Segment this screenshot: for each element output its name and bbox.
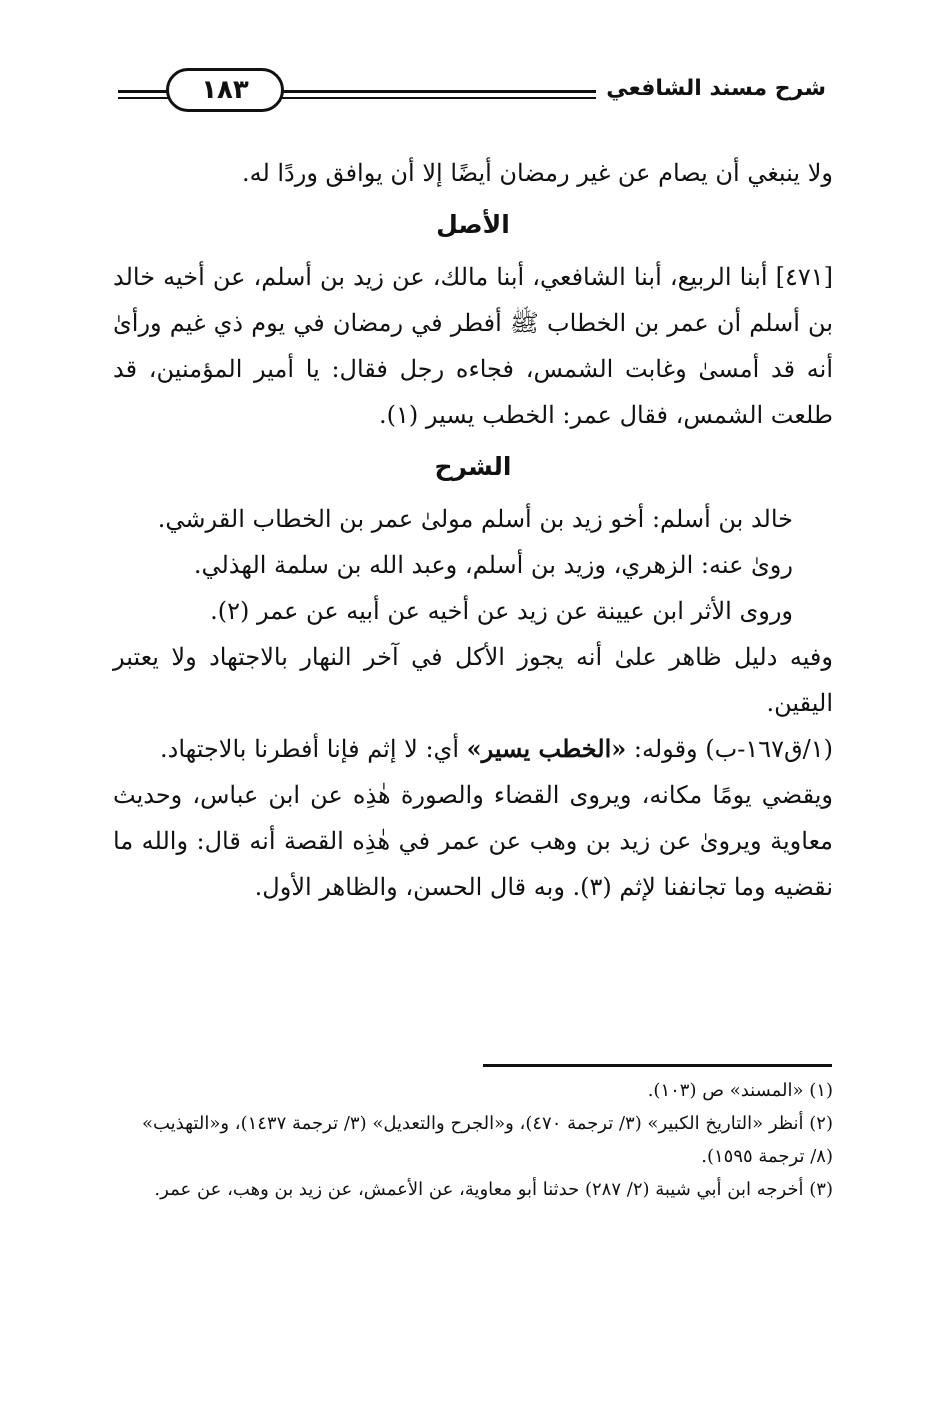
footnotes — [118, 1074, 833, 1206]
footnote-1: (١) «المسند» ص (١٠٣). — [647, 1080, 833, 1101]
section-heading-asl: الأصل — [436, 210, 510, 239]
explanation: أي: لا إثم فإنا أفطرنا بالاجتهاد. — [160, 735, 467, 763]
footnote-3: (٣) أخرجه ابن أبي شيبة (٢/ ٢٨٧) حدثنا أبو معاوية، عن الأعمش، عن زيد بن وهب، عن عمر. — [154, 1179, 833, 1200]
main-text — [113, 150, 833, 910]
sharh-paragraph-4: وفيه دليل ظاهر علىٰ أنه يجوز الأكل في آخر النهار بالاجتهاد ولا يعتبر اليقين. — [113, 643, 833, 717]
footnote-separator — [483, 1064, 832, 1067]
footnote-2: (٢) أنظر «التاريخ الكبير» (٣/ ترجمة ٤٧٠)، و«الجرح والتعديل» (٣/ ترجمة ١٤٣٧)، و«التهذيب» (٨/ ترجمة ١٥٩٥). — [141, 1113, 833, 1167]
folio-ref: (١/ق١٦٧-ب) وقوله: — [626, 735, 833, 763]
asl-paragraph: [٤٧١] أبنا الربيع، أبنا الشافعي، أبنا مالك، عن زيد بن أسلم، عن أخيه خالد بن أسلم أن عمر بن الخطاب ﷺ أفطر في رمضان في يوم ذي غيم ورأىٰ أنه قد أمسىٰ وغابت الشمس، فجاءه رجل فقال: يا أمير المؤمنين، قد طلعت الشمس، فقال عمر: الخطب يسير (١). — [113, 263, 833, 429]
sharh-paragraph-6: ويقضي يومًا مكانه، ويروى القضاء والصورة هٰذِه عن ابن عباس، وحديث معاوية ويروىٰ عن زيد بن وهب عن عمر في هٰذِه القصة أنه قال: والله ما نقضيه وما تجانفنا لإثم (٣). وبه قال الحسن، والظاهر الأول. — [113, 781, 833, 901]
book-title: شرح مسند الشافعي — [596, 76, 836, 101]
sharh-paragraph-5 — [113, 726, 833, 772]
sharh-paragraph-3: وروى الأثر ابن عيينة عن زيد عن أخيه عن أبيه عن عمر (٢). — [210, 597, 793, 625]
page-number: ١٨٣ — [166, 68, 284, 112]
quoted-phrase: «الخطب يسير» — [466, 734, 627, 763]
page-header — [118, 68, 836, 128]
intro-line: ولا ينبغي أن يصام عن غير رمضان أيضًا إلا أن يوافق وردًا له. — [241, 159, 833, 187]
sharh-paragraph-2: روىٰ عنه: الزهري، وزيد بن أسلم، وعبد الله بن سلمة الهذلي. — [193, 551, 793, 579]
section-heading-sharh: الشرح — [434, 452, 512, 481]
sharh-paragraph-1: خالد بن أسلم: أخو زيد بن أسلم مولىٰ عمر بن الخطاب القرشي. — [157, 505, 793, 533]
